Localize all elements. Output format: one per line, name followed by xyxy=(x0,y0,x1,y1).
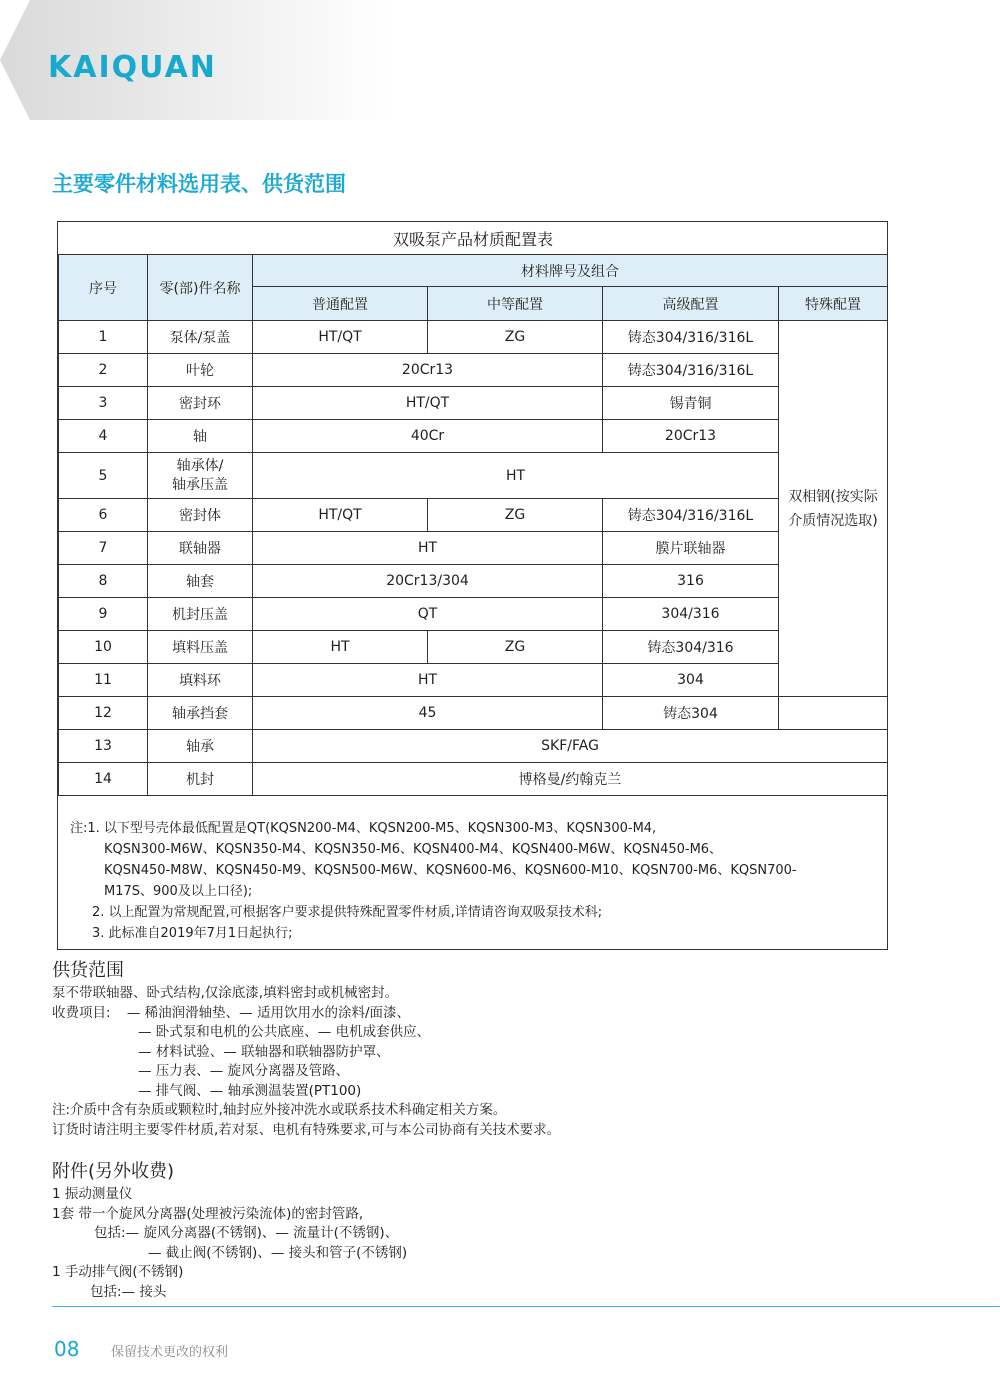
row-name: 密封环 xyxy=(148,387,253,420)
fee-item: — 稀油润滑轴垫、— 适用饮用水的涂料/面漆、 xyxy=(126,1004,410,1021)
fee-item: — 卧式泵和电机的公共底座、— 电机成套供应、 xyxy=(138,1024,431,1040)
row-name-line: 轴承体/ xyxy=(176,457,224,474)
row-no: 8 xyxy=(59,565,148,598)
section-title: 主要零件材料选用表、供货范围 xyxy=(52,172,346,196)
row-all: HT xyxy=(253,453,779,499)
note-line: 2. 以上配置为常规配置,可根据客户要求提供特殊配置零件材质,详情请咨询双吸泵技术科; xyxy=(92,905,603,920)
accessory-line: 1套 带一个旋风分离器(处理被污染流体)的密封管路, xyxy=(52,1205,364,1222)
row-basic-mid: HT xyxy=(253,532,603,565)
table-row xyxy=(59,598,888,631)
fee-item: — 材料试验、— 联轴器和联轴器防护罩、 xyxy=(138,1043,390,1060)
supply-heading: 供货范围 xyxy=(52,960,124,981)
col-header-basic: 普通配置 xyxy=(253,287,428,321)
row-basic: HT xyxy=(253,631,428,664)
row-name: 叶轮 xyxy=(148,354,253,387)
row-no: 3 xyxy=(59,387,148,420)
note-line: 注:1. 以下型号壳体最低配置是QT(KQSN200-M4、KQSN200-M5、KQSN300-M3、KQSN300-M4, xyxy=(70,821,657,836)
brand-logo: KAIQUAN xyxy=(48,50,217,85)
row-no: 12 xyxy=(59,697,148,730)
row-high: 膜片联轴器 xyxy=(603,532,779,565)
col-header-group: 材料牌号及组合 xyxy=(253,255,888,287)
row-no: 11 xyxy=(59,664,148,697)
note-line: 3. 此标准自2019年7月1日起执行; xyxy=(92,926,293,941)
fee-item: — 排气阀、— 轴承测温装置(PT100) xyxy=(138,1082,362,1099)
row-basic-mid: QT xyxy=(253,598,603,631)
row-mid: ZG xyxy=(428,631,603,664)
row-basic-mid: 45 xyxy=(253,697,603,730)
fee-label: 收费项目: xyxy=(52,1004,111,1021)
row-name: 联轴器 xyxy=(148,532,253,565)
col-header-mid: 中等配置 xyxy=(428,287,603,321)
row-no: 10 xyxy=(59,631,148,664)
table-row xyxy=(59,664,888,697)
row-name: 密封体 xyxy=(148,499,253,532)
row-basic-mid: 20Cr13 xyxy=(253,354,603,387)
row-all: 博格曼/约翰克兰 xyxy=(253,763,888,796)
table-row xyxy=(59,387,888,420)
row-basic: HT/QT xyxy=(253,499,428,532)
row-high: 304 xyxy=(603,664,779,697)
row-basic-mid: HT/QT xyxy=(253,387,603,420)
footer-text: 保留技术更改的权利 xyxy=(111,1345,229,1360)
row-high: 铸态304/316/316L xyxy=(603,354,779,387)
note-line: KQSN300-M6W、KQSN350-M4、KQSN350-M6、KQSN400-M4、KQSN400-M6W、KQSN450-M6、 xyxy=(104,842,723,857)
table-row xyxy=(59,420,888,453)
fee-items xyxy=(52,1004,952,1024)
row-name: 泵体/泵盖 xyxy=(148,321,253,354)
col-header-high: 高级配置 xyxy=(603,287,779,321)
row-high: 铸态304/316 xyxy=(603,631,779,664)
row-no: 7 xyxy=(59,532,148,565)
row-name: 机封压盖 xyxy=(148,598,253,631)
row-name: 轴承 xyxy=(148,730,253,763)
col-header-seq: 序号 xyxy=(59,255,148,321)
note-line: M17S、900及以上口径); xyxy=(104,884,253,899)
row-high: 20Cr13 xyxy=(603,420,779,453)
row-name: 填料环 xyxy=(148,664,253,697)
footer-divider xyxy=(52,1306,1000,1307)
fee-item: — 压力表、— 旋风分离器及管路、 xyxy=(138,1063,350,1079)
accessory-line: 包括:— 接头 xyxy=(90,1283,167,1300)
row-high: 304/316 xyxy=(603,598,779,631)
row-high: 铸态304/316/316L xyxy=(603,499,779,532)
row-special-empty xyxy=(779,697,888,730)
row-name: 填料压盖 xyxy=(148,631,253,664)
supply-line: 泵不带联轴器、卧式结构,仅涂底漆,填料密封或机械密封。 xyxy=(52,985,399,1001)
accessories-heading: 附件(另外收费) xyxy=(52,1161,175,1182)
row-no: 9 xyxy=(59,598,148,631)
row-no: 14 xyxy=(59,763,148,796)
row-basic: HT/QT xyxy=(253,321,428,354)
table-row xyxy=(59,453,888,499)
row-basic-mid: 40Cr xyxy=(253,420,603,453)
supply-note: 订货时请注明主要零件材质,若对泵、电机有特殊要求,可与本公司协商有关技术要求。 xyxy=(52,1121,561,1138)
row-mid: ZG xyxy=(428,321,603,354)
special-config-note: 双相钢(按实际介质情况选取) xyxy=(779,321,888,697)
row-no: 6 xyxy=(59,499,148,532)
row-name: 机封 xyxy=(148,763,253,796)
supply-scope-section xyxy=(52,956,952,1140)
table-row xyxy=(59,697,888,730)
table-row xyxy=(59,532,888,565)
row-high: 铸态304/316/316L xyxy=(603,321,779,354)
note-line: KQSN450-M8W、KQSN450-M9、KQSN500-M6W、KQSN600-M6、KQSN600-M10、KQSN700-M6、KQSN700- xyxy=(104,863,797,878)
row-name: 轴承挡套 xyxy=(148,697,253,730)
accessory-line: — 截止阀(不锈钢)、— 接头和管子(不锈钢) xyxy=(148,1244,408,1261)
row-no: 4 xyxy=(59,420,148,453)
accessory-line: 包括:— 旋风分离器(不锈钢)、— 流量计(不锈钢)、 xyxy=(94,1225,399,1241)
table-row xyxy=(59,631,888,664)
accessory-line: 1 振动测量仪 xyxy=(52,1186,133,1202)
col-header-special: 特殊配置 xyxy=(779,287,888,321)
table-notes xyxy=(70,818,880,944)
row-high: 316 xyxy=(603,565,779,598)
table-row xyxy=(59,321,888,354)
table-row xyxy=(59,730,888,763)
row-mid: ZG xyxy=(428,499,603,532)
table-caption: 双吸泵产品材质配置表 xyxy=(59,222,888,255)
page-number: 08 xyxy=(54,1337,80,1361)
accessories-section xyxy=(52,1157,952,1302)
row-no: 2 xyxy=(59,354,148,387)
row-no: 5 xyxy=(59,453,148,499)
row-no: 13 xyxy=(59,730,148,763)
table-row xyxy=(59,499,888,532)
row-high: 铸态304 xyxy=(603,697,779,730)
row-name: 轴 xyxy=(148,420,253,453)
row-basic-mid: 20Cr13/304 xyxy=(253,565,603,598)
row-basic-mid: HT xyxy=(253,664,603,697)
col-header-name: 零(部)件名称 xyxy=(148,255,253,321)
table-row xyxy=(59,354,888,387)
supply-note: 注:介质中含有杂质或颗粒时,轴封应外接冲洗水或联系技术科确定相关方案。 xyxy=(52,1102,507,1118)
row-high: 锡青铜 xyxy=(603,387,779,420)
accessory-line: 1 手动排气阀(不锈钢) xyxy=(52,1264,184,1280)
row-name-line: 轴承压盖 xyxy=(172,476,228,493)
row-all: SKF/FAG xyxy=(253,730,888,763)
table-row xyxy=(59,565,888,598)
table-row xyxy=(59,763,888,796)
row-name: 轴套 xyxy=(148,565,253,598)
row-name xyxy=(148,453,253,499)
material-config-table xyxy=(57,221,888,950)
row-no: 1 xyxy=(59,321,148,354)
